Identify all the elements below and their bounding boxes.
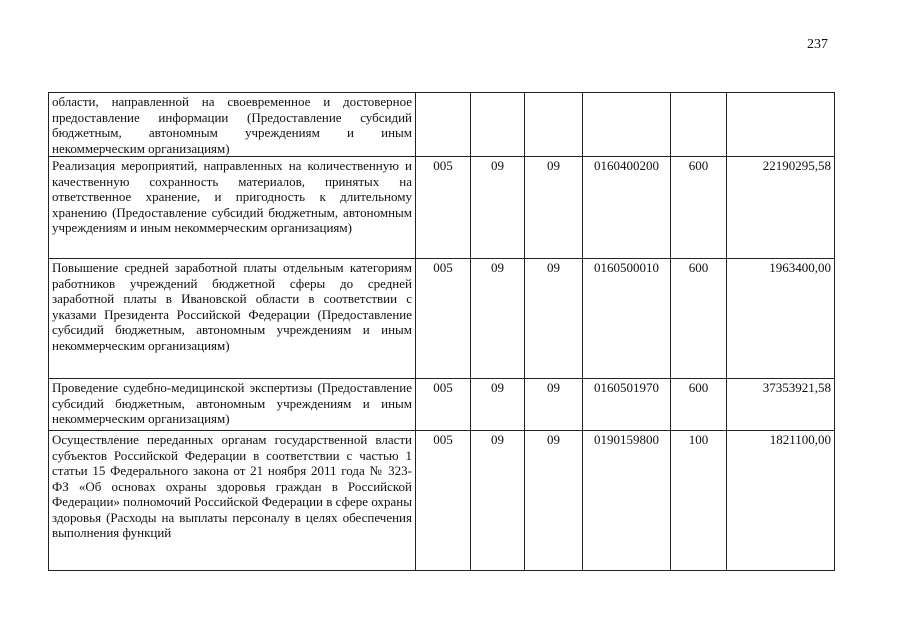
row-article: 0160400200 [583,157,671,259]
table-row [49,431,835,571]
table-row [49,93,835,157]
row-expense-type: 600 [671,379,727,431]
page-number: 237 [807,37,828,52]
table-row [49,259,835,379]
row-section [471,93,525,157]
row-subsection: 09 [525,157,583,259]
table-row [49,157,835,259]
row-section: 09 [471,157,525,259]
row-expense-type: 600 [671,259,727,379]
row-subsection [525,93,583,157]
row-description: Проведение судебно-медицинской экспертизы (Предоставление субсидий бюджетным, автономным учреждениям и иным некоммерческим организациям) [49,379,416,431]
row-article: 0160500010 [583,259,671,379]
row-amount [727,93,835,157]
row-description: области, направленной на своевременное и достоверное предоставление информации (Предоставление субсидий бюджетным, автономным учреждениям и иным некоммерческим организациям) [49,93,416,157]
row-code: 005 [416,431,471,571]
row-amount: 37353921,58 [727,379,835,431]
row-amount: 22190295,58 [727,157,835,259]
row-section: 09 [471,431,525,571]
row-article: 0190159800 [583,431,671,571]
row-description: Реализация мероприятий, направленных на количественную и качественную сохранность материалов, принятых на ответственное хранение, и пригодность к длительному хранению (Предоставление субсидий бюджетным, автономным учреждениям и иным некоммерческим организациям) [49,157,416,259]
row-subsection: 09 [525,259,583,379]
row-code: 005 [416,259,471,379]
row-article: 0160501970 [583,379,671,431]
row-subsection: 09 [525,431,583,571]
row-expense-type: 600 [671,157,727,259]
row-description: Осуществление переданных органам государственной власти субъектов Российской Федерации в соответствии с частью 1 статьи 15 Федерального закона от 21 ноября 2011 года № 323-ФЗ «Об основах охраны здоровья граждан в Российской Федерации» полномочий Российской Федерации в сфере охраны здоровья (Расходы на выплаты персоналу в целях обеспечения выполнения функций [49,431,416,571]
row-code: 005 [416,157,471,259]
row-section: 09 [471,379,525,431]
row-section: 09 [471,259,525,379]
row-subsection: 09 [525,379,583,431]
row-expense-type [671,93,727,157]
table-row [49,379,835,431]
budget-table [48,92,835,571]
row-expense-type: 100 [671,431,727,571]
row-amount: 1963400,00 [727,259,835,379]
row-article [583,93,671,157]
row-description: Повышение средней заработной платы отдельным категориям работников учреждений бюджетной сферы до средней заработной платы в Ивановской области в соответствии с указами Президента Российской Федерации (Предоставление субсидий бюджетным, автономным учреждениям и иным некоммерческим организациям) [49,259,416,379]
row-code: 005 [416,379,471,431]
row-amount: 1821100,00 [727,431,835,571]
row-code [416,93,471,157]
